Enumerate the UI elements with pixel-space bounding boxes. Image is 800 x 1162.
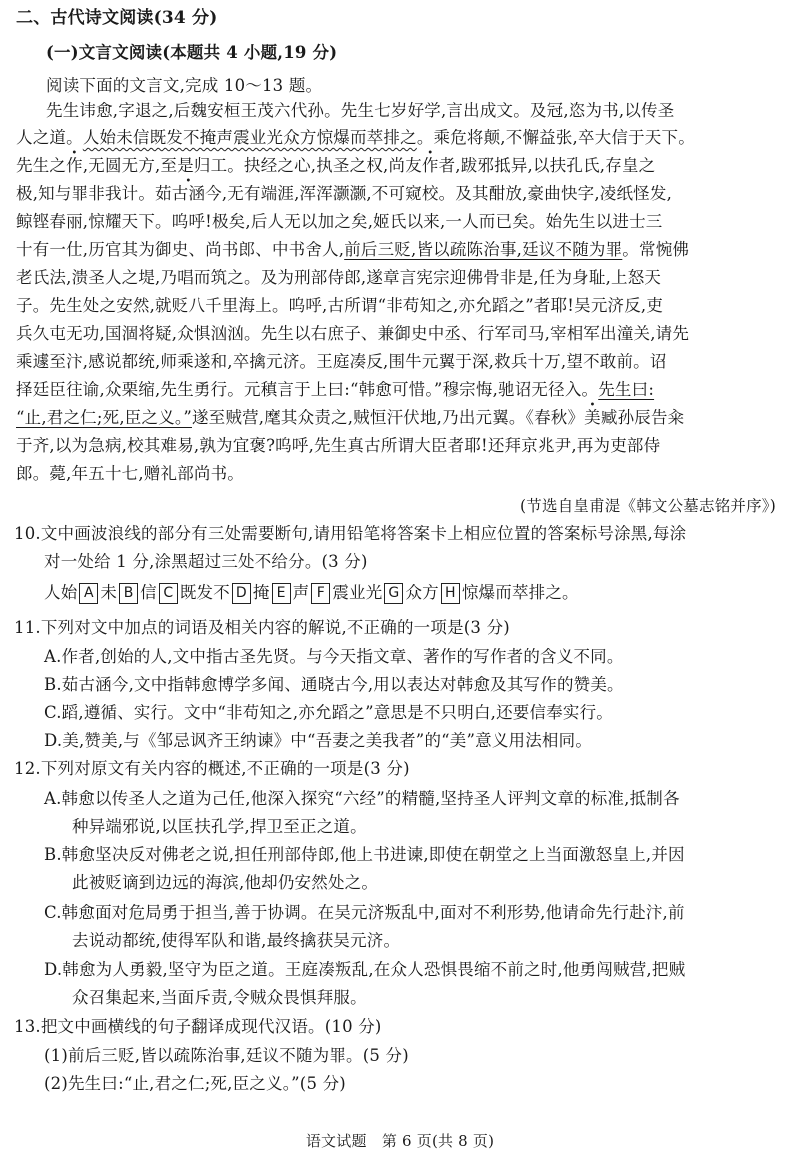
passage-line-5: 鲸铿春丽,惊耀天下。呜呼!极矣,后人无以加之矣,姬氏以来,一人而已矣。始先生以进士三 [16,212,663,231]
q10-segment: 惊爆而萃排之。 [461,583,579,602]
q10-segment: 未 [100,583,118,602]
page-footer: 语文试题 第 6 页(共 8 页) [305,1132,495,1150]
q10-segment: 震业光 [332,583,383,602]
passage-text: 。常惋佛 [622,240,690,259]
q12-option-d-2: 众召集起来,当面斥责,令贼众畏惧拜服。 [72,988,367,1007]
section-title: 二、古代诗文阅读(34 分) [16,8,218,28]
q10-options [44,583,579,604]
passage-line-9: 兵久屯无功,国涸将疑,众惧汹汹。先生以右庶子、兼御史中丞、行军司马,宰相军出潼关,请先 [16,324,690,343]
q12-option-d-1: D.韩愈为人勇毅,坚守为臣之道。王庭凑叛乱,在众人恐惧畏缩不前之时,他勇闯贼营,把贼 [44,960,686,979]
dotted-word: 茹古涵今 [155,184,222,203]
passage-line-14: 郎。薨,年五十七,赠礼部尚书。 [16,464,244,483]
passage-line-4 [16,184,672,204]
passage-text: 臧孙辰告籴 [600,408,685,427]
subsection-title: (一)文言文阅读(本题共 4 小题,19 分) [46,43,338,62]
passage-text: 人之道。 [16,128,83,147]
q11-option-a: A.作者,创始的人,文中指古圣先贤。与今天指文章、著作的写作者的含义不同。 [44,647,624,666]
passage-text: 先生之 [16,156,67,175]
q12-option-b-1: B.韩愈坚决反对佛老之说,担任刑部侍郎,他上书进谏,即使在朝堂之上当面激怒皇上,并因 [44,845,685,864]
dotted-word: 作 [66,156,83,175]
passage-line-8: 子。先生处之安然,就贬八千里海上。呜呼,古所谓“非苟知之,亦允蹈之”者耶!吴元济反,吏 [16,296,664,315]
q10-segment: 人始 [44,583,78,602]
passage-line-3 [16,156,655,176]
passage-text: ,无有端涯,浑浑灏灏,不可窥校。及其酣放,豪曲快字,凌纸怪发, [221,184,673,203]
q13-sentence-2: (2)先生曰:“止,君之仁;死,臣之义。”(5 分) [44,1074,346,1093]
q10-box-a[interactable]: A [79,583,98,604]
instruction: 阅读下面的文言文,完成 10～13 题。 [46,76,323,95]
q10-segment: 掩 [252,583,270,602]
passage-text: 极,知与罪非我计。 [16,184,156,203]
q10-segment: 信 [140,583,157,602]
passage-line-2 [16,128,695,148]
q12-option-b-2: 此被贬谪到边远的海滨,他却仍安然处之。 [72,873,379,892]
q10-box-f[interactable]: F [311,583,330,604]
q12-stem: 12.下列对原文有关内容的概述,不正确的一项是(3 分) [14,759,410,778]
passage-line-11 [16,380,654,400]
underlined-sentence-2-start: 先生曰: [598,380,655,399]
passage-line-7: 老氏法,溃圣人之堤,乃唱而筑之。及为刑部侍郎,遂章言宪宗迎佛骨非是,任为身耻,上怒天 [16,268,662,287]
q12-option-a-2: 种异端邪说,以匡扶孔学,捍卫至正之道。 [72,817,367,836]
q10-box-d[interactable]: D [232,583,251,604]
q10-box-b[interactable]: B [119,583,138,604]
passage-text: 。乘危将颠,不懈益张,卒大信于天下。 [416,128,695,147]
q11-stem: 11.下列对文中加点的词语及相关内容的解说,不正确的一项是(3 分) [14,618,510,637]
passage-text: 择廷臣往谕,众栗缩,先生勇行。元稹言于上曰:“韩愈可惜。”穆宗悔,驰诏无径入。 [16,380,599,399]
q10-segment: 既发不 [179,583,230,602]
passage-line-13: 于齐,以为急病,校其难易,孰为宜褒?呜呼,先生真古所谓大臣者耶!还拜京兆尹,再为吏部侍 [16,436,661,455]
q10-segment: 声 [292,583,310,602]
q10-stem-2: 对一处给 1 分,涂黑超过三处不给分。(3 分) [44,552,368,571]
underlined-sentence-2-end: “止,君之仁;死,臣之义。” [16,408,192,427]
q11-option-d: D.美,赞美,与《邹忌讽齐王纳谏》中“吾妻之美我者”的“美”意义用法相同。 [44,731,593,750]
q13-stem: 13.把文中画横线的句子翻译成现代汉语。(10 分) [14,1017,382,1036]
dotted-word: 美 [584,408,601,427]
q12-option-c-1: C.韩愈面对危局勇于担当,善于协调。在吴元济叛乱中,面对不利形势,他请命先行赴汴,前 [44,903,685,922]
passage-text: 者,跋邪抵异,以扶孔氏,存皇之 [438,156,656,175]
wavy-underlined-sentence: 人始未信既发不掩声震业光众方惊爆而萃排之 [82,128,417,147]
q10-segment: 众方 [405,583,439,602]
passage-text: ,无圆无方,至是归工。抉经之心,执圣之权,尚友 [82,156,422,175]
q10-box-g[interactable]: G [384,583,403,604]
passage-line-12 [16,408,684,428]
underlined-sentence-1: 前后三贬,皆以疏陈治事,廷议不随为罪 [344,240,623,259]
q10-box-c[interactable]: C [159,583,178,604]
q12-option-a-1: A.韩愈以传圣人之道为己任,他深入探究“六经”的精髓,坚持圣人评判文章的标准,抵制各 [44,789,680,808]
passage-line-10: 乘遽至汴,感说都统,师乘遂和,卒擒元济。王庭凑反,围牛元翼于深,救兵十万,望不敢前。诏 [16,352,667,371]
passage-line-1: 先生讳愈,字退之,后魏安桓王茂六代孙。先生七岁好学,言出成文。及冠,恣为书,以传圣 [46,101,675,120]
q10-box-e[interactable]: E [272,583,291,604]
passage-text: 遂至贼营,麾其众责之,贼恒汗伏地,乃出元翼。《春秋》 [191,408,585,427]
passage-source: (节选自皇甫湜《韩文公墓志铭并序》) [520,497,776,515]
q11-option-c: C.蹈,遵循、实行。文中“非苟知之,亦允蹈之”意思是不只明白,还要信奉实行。 [44,703,613,722]
passage-text: 十有一仕,历官其为御史、尚书郎、中书舍人, [16,240,345,259]
q11-option-b: B.茹古涵今,文中指韩愈博学多闻、通晓古今,用以表达对韩愈及其写作的赞美。 [44,675,624,694]
dotted-word: 作 [421,156,439,175]
q10-box-h[interactable]: H [441,583,460,604]
q10-stem-1: 10.文中画波浪线的部分有三处需要断句,请用铅笔将答案卡上相应位置的答案标号涂黑,每涂 [14,524,687,543]
passage-line-6 [16,240,689,260]
q13-sentence-1: (1)前后三贬,皆以疏陈治事,廷议不随为罪。(5 分) [44,1046,409,1065]
q12-option-c-2: 去说动都统,使得军队和谐,最终擒获吴元济。 [72,931,401,950]
